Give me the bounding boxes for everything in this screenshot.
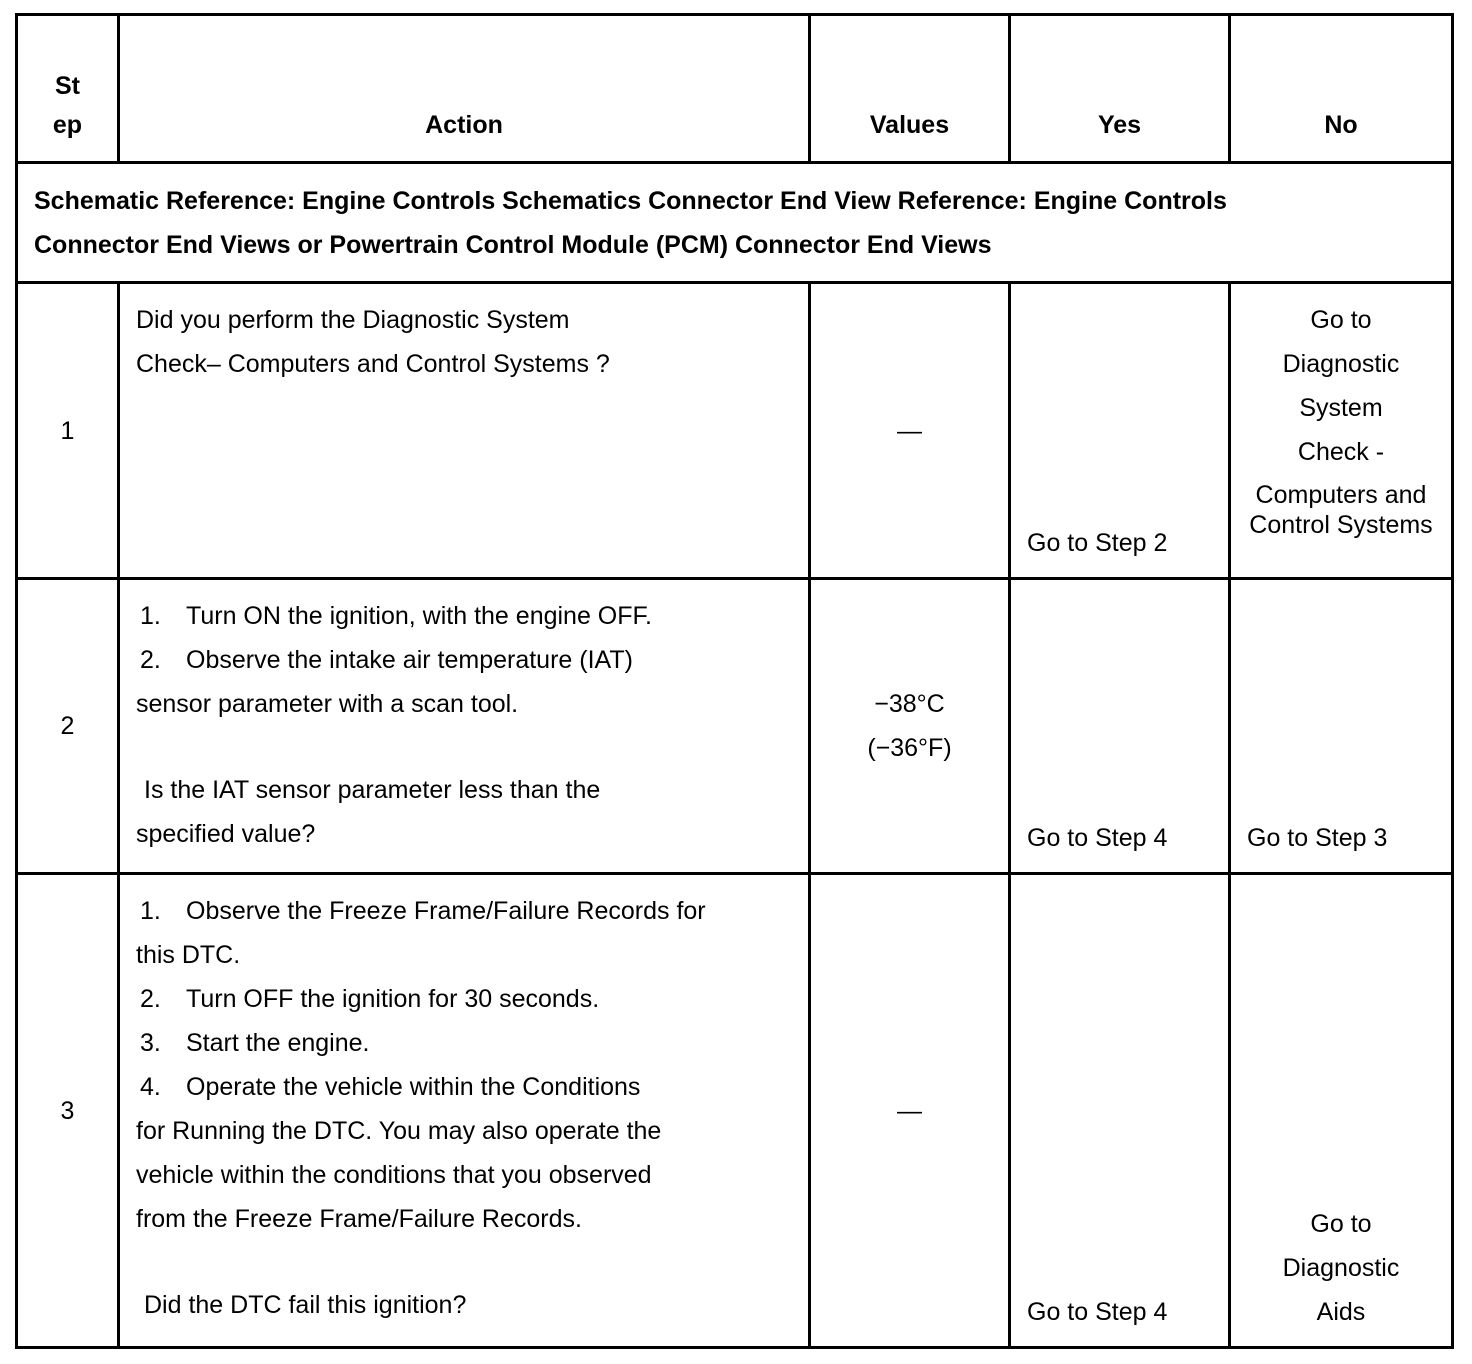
value-line: (−36°F) [867,734,952,762]
action-item [136,1021,792,1065]
header-step-line2: ep [52,111,83,139]
step-action [119,283,810,579]
no-line: Diagnostic [1282,1254,1400,1282]
no-line: Control Systems [1249,511,1433,539]
action-question: Did the DTC fail this ignition? [144,1291,467,1319]
item-text: Turn ON the ignition, with the engine OFF. [186,602,652,630]
item-number: 2. [140,985,161,1013]
diagnostic-table [15,13,1454,1349]
step-value: — [810,874,1010,1348]
yes-result: Go to Step 4 [1010,579,1230,874]
yes-result: Go to Step 2 [1010,283,1230,579]
value-line: −38°C [874,690,945,718]
step-value: — [810,283,1010,579]
step-value [810,579,1010,874]
header-row [17,15,1453,163]
no-result [1230,283,1453,579]
step-action [119,874,810,1348]
action-line: Did you perform the Diagnostic System [136,306,570,334]
no-line: Computers and [1255,481,1427,509]
no-result: Go to Step 3 [1230,579,1453,874]
item-text: Start the engine. [186,1029,370,1057]
step-number: 3 [17,874,119,1348]
reference-line1: Schematic Reference: Engine Controls Schematics Connector End View Reference: Engine Controls [34,186,1227,215]
action-item [136,977,792,1021]
step-number: 2 [17,579,119,874]
step-action [119,579,810,874]
header-values: Values [810,15,1010,163]
reference-row [17,163,1453,283]
action-item [136,594,792,638]
action-line: Check– Computers and Control Systems ? [136,350,610,378]
action-line: sensor parameter with a scan tool. [136,690,519,718]
no-line: Go to [1310,306,1372,334]
item-text: Observe the intake air temperature (IAT) [186,646,633,674]
yes-result: Go to Step 4 [1010,874,1230,1348]
step-number: 1 [17,283,119,579]
no-line: Go to [1310,1210,1372,1238]
step-row-1 [17,283,1453,579]
action-question: specified value? [136,820,316,848]
item-number: 1. [140,602,161,630]
no-line: System [1299,394,1383,422]
action-item [136,1065,792,1109]
item-number: 1. [140,897,161,925]
item-text: Observe the Freeze Frame/Failure Records for [186,897,706,925]
action-question: Is the IAT sensor parameter less than the [144,776,601,804]
header-yes: Yes [1010,15,1230,163]
action-item [136,889,792,933]
item-text: Operate the vehicle within the Conditions [186,1073,641,1101]
item-number: 2. [140,646,161,674]
reference-line2: Connector End Views or Powertrain Control Module (PCM) Connector End Views [34,230,992,259]
no-line: Aids [1316,1298,1366,1326]
step-row-3 [17,874,1453,1348]
action-line: for Running the DTC. You may also operate the [136,1117,662,1145]
item-number: 3. [140,1029,161,1057]
spacer [136,1241,792,1283]
no-line: Diagnostic [1282,350,1400,378]
schematic-reference [17,163,1453,283]
action-item [136,638,792,682]
header-no: No [1230,15,1453,163]
item-text: Turn OFF the ignition for 30 seconds. [186,985,600,1013]
action-line: this DTC. [136,941,241,969]
header-step-line1: St [55,72,80,100]
spacer [136,726,792,768]
header-action: Action [119,15,810,163]
action-line: vehicle within the conditions that you observed [136,1161,652,1189]
item-number: 4. [140,1073,161,1101]
step-row-2 [17,579,1453,874]
no-result [1230,874,1453,1348]
header-step [17,15,119,163]
action-line: from the Freeze Frame/Failure Records. [136,1205,582,1233]
no-line: Check - [1297,438,1385,466]
